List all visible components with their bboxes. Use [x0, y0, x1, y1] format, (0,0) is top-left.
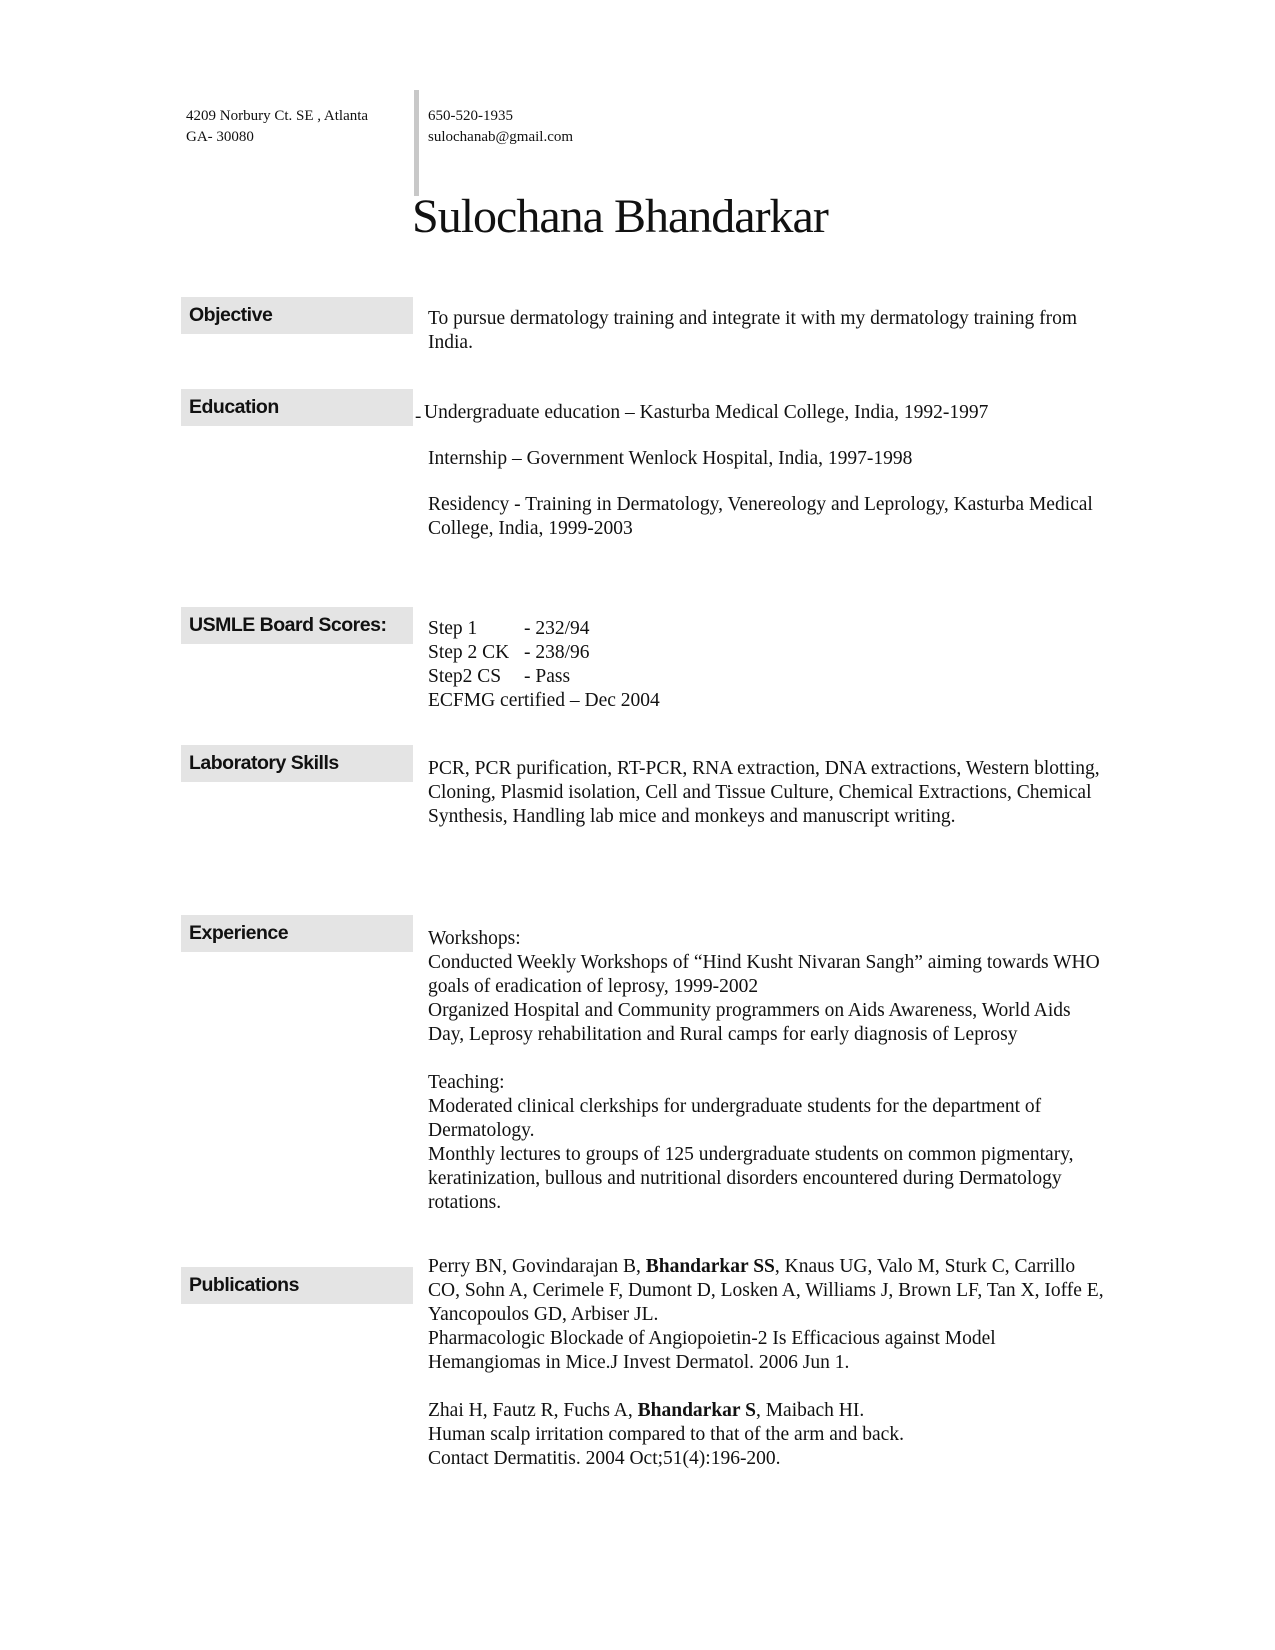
education-item: Internship – Government Wenlock Hospital, India, 1997-1998	[428, 448, 913, 469]
address-block	[186, 106, 368, 148]
score-row	[428, 665, 1108, 689]
workshops-heading: Workshops:	[428, 928, 521, 949]
publication-authors: Zhai H, Fautz R, Fuchs A, Bhandarkar S, Maibach HI.	[428, 1400, 865, 1421]
publication-journal: Contact Dermatitis. 2004 Oct;51(4):196-200.	[428, 1448, 781, 1469]
header-divider	[414, 90, 419, 196]
address-line-2: GA- 30080	[186, 129, 254, 145]
lab-skills-text: PCR, PCR purification, RT-PCR, RNA extraction, DNA extractions, Western blotting, Cloning, Plasmid isolation, Cell and Tissue Culture, Chemical Extractions, Chemical Synthesis, Handling lab mice and monkeys and manuscript writing.	[428, 758, 1100, 827]
publication-title: Human scalp irritation compared to that of the arm and back.	[428, 1424, 904, 1445]
score-step: Step2 CS	[428, 666, 502, 687]
candidate-name: Sulochana Bhandarkar	[412, 190, 828, 243]
score-step: Step 1	[428, 618, 478, 639]
experience-content	[428, 927, 1108, 1215]
usmle-content	[428, 617, 1108, 713]
section-label-usmle: USMLE Board Scores:	[181, 607, 413, 644]
publication-title: Pharmacologic Blockade of Angiopoietin-2 Is Efficacious against Model Hemangiomas in Mice.J Invest Dermatol. 2006 Jun 1.	[428, 1328, 996, 1373]
education-item: Residency - Training in Dermatology, Venereology and Leprology, Kasturba Medical College, India, 1999-2003	[428, 494, 1093, 539]
score-row	[428, 617, 1108, 641]
ecfmg-status: ECFMG certified – Dec 2004	[428, 690, 660, 711]
publication-authors: Perry BN, Govindarajan B, Bhandarkar SS, Knaus UG, Valo M, Sturk C, Carrillo CO, Sohn A, Cerimele F, Dumont D, Losken A, Williams J, Brown LF, Tan X, Ioffe E, Yancopoulos GD, Arbiser JL.	[428, 1256, 1104, 1325]
education-dash: -	[415, 406, 422, 427]
score-step: Step 2 CK	[428, 642, 510, 663]
section-label-lab-skills: Laboratory Skills	[181, 745, 413, 782]
section-label-objective: Objective	[181, 297, 413, 334]
teaching-item: Moderated clinical clerkships for undergraduate students for the department of Dermatology.	[428, 1096, 1042, 1141]
objective-text: To pursue dermatology training and integrate it with my dermatology training from India.	[428, 308, 1078, 353]
section-label-experience: Experience	[181, 915, 413, 952]
contact-block	[428, 106, 573, 148]
score-row	[428, 641, 1108, 665]
workshop-item: Organized Hospital and Community programmers on Aids Awareness, World Aids Day, Leprosy rehabilitation and Rural camps for early diagnosis of Leprosy	[428, 1000, 1071, 1045]
publications-content	[428, 1255, 1108, 1471]
address-line-1: 4209 Norbury Ct. SE , Atlanta	[186, 108, 369, 124]
section-label-education: Education	[181, 389, 413, 426]
email-address: sulochanab@gmail.com	[428, 129, 574, 145]
author-highlight: Bhandarkar S	[637, 1400, 756, 1421]
phone-number: 650-520-1935	[428, 108, 513, 124]
teaching-heading: Teaching:	[428, 1072, 505, 1093]
section-label-publications: Publications	[181, 1267, 413, 1304]
teaching-item: Monthly lectures to groups of 125 undergraduate students on common pigmentary, keratinization, bullous and nutritional disorders encountered during Dermatology rotations.	[428, 1144, 1074, 1213]
score-result: - 238/96	[524, 642, 590, 663]
education-item: Undergraduate education – Kasturba Medical College, India, 1992-1997	[424, 402, 989, 423]
lab-skills-content	[428, 757, 1108, 829]
workshop-item: Conducted Weekly Workshops of “Hind Kusht Nivaran Sangh” aiming towards WHO goals of eradication of leprosy, 1999-2002	[428, 952, 1100, 997]
score-result: - 232/94	[524, 618, 590, 639]
objective-content	[428, 307, 1108, 355]
author-highlight: Bhandarkar SS	[645, 1256, 775, 1277]
score-result: - Pass	[524, 666, 571, 687]
education-content	[424, 401, 1104, 541]
